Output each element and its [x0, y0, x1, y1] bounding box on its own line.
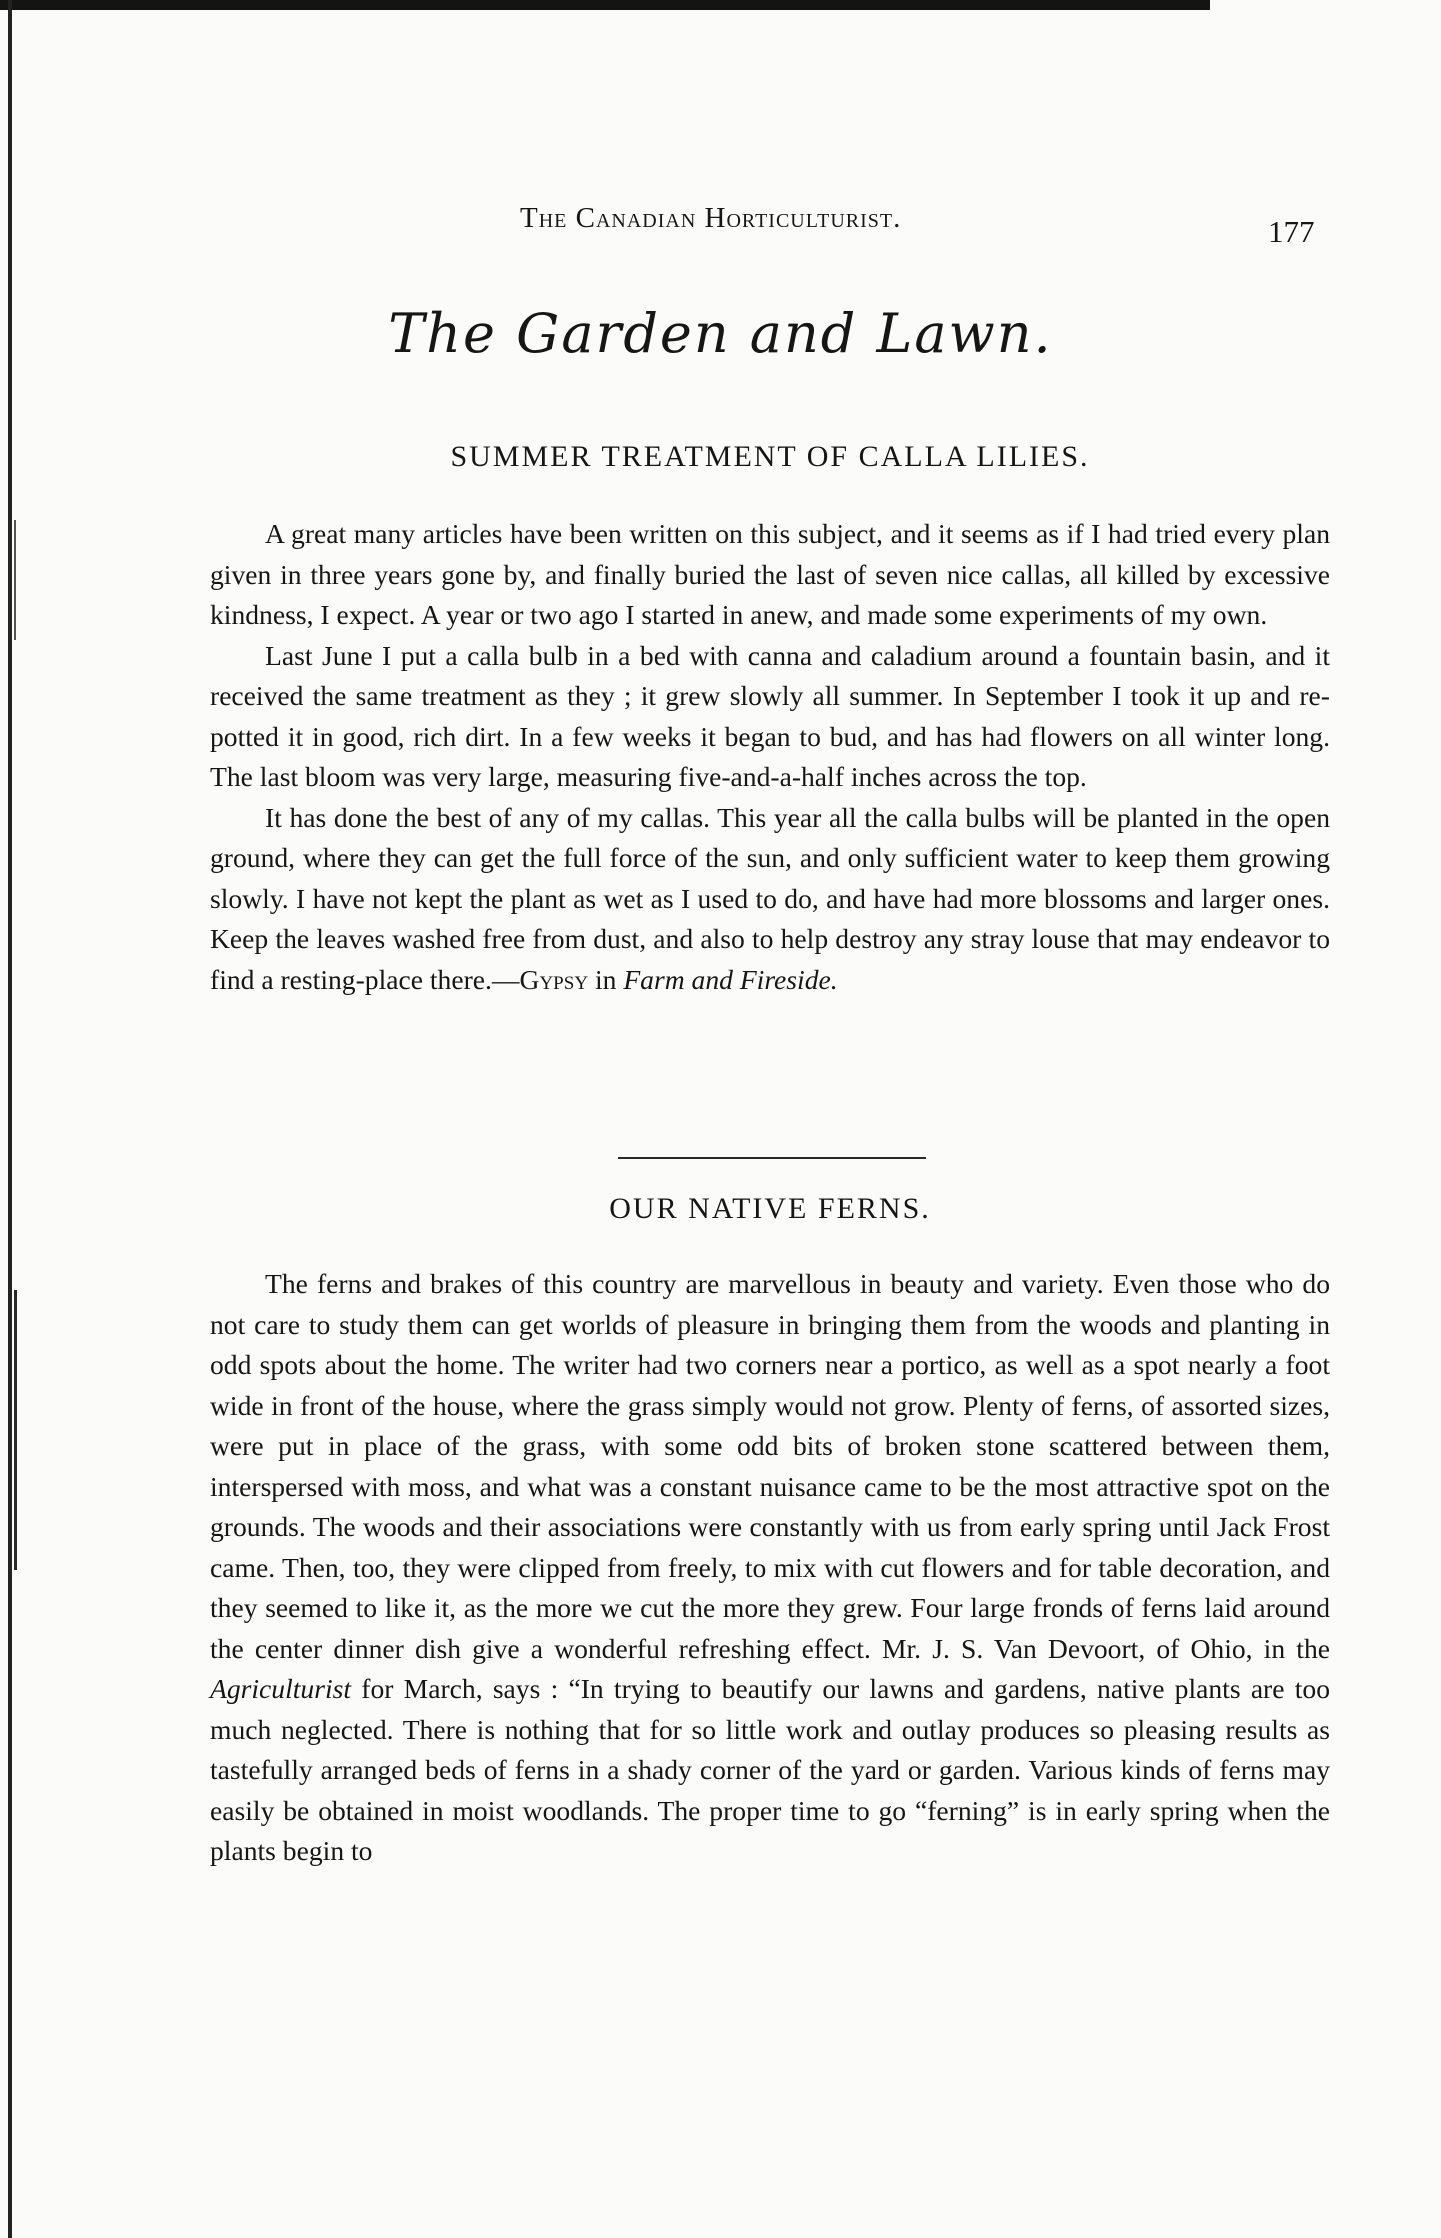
paragraph [210, 636, 1330, 798]
divider [618, 1157, 926, 1159]
article-title: SUMMER TREATMENT OF CALLA LILIES. [450, 440, 1090, 473]
source-prefix: in [588, 963, 624, 995]
paragraph-text: Last June I put a calla bulb in a bed with canna and caladium around a fountain basin, and it received the same treatment as they ; it grew slowly all summer. In September I took it up and re-potted it in good, rich dirt. In a few weeks it began to bud, and has had flowers on all winter long. The last bloom was very large, measuring five-and-a-half inches across the top. [210, 639, 1330, 792]
paragraph-text: It has done the best of any of my callas. This year all the calla bulbs will be planted in the open ground, where they can get the full force of the sun, and only sufficient water to keep them growing slowly. I have not kept the plant as wet as I used to do, and have had more blossoms and larger ones. Keep the leaves washed free from dust, and also to help destroy any stray louse that may endeavor to find a resting-place there.— [210, 801, 1330, 995]
paragraph: A great many articles have been written on this subject, and it seems as if I had tried every plan given in three years gone by, and finally buried the last of seven nice callas, all killed by excessive kindness, I expect. A year or two ago I started in anew, and made some experiments of my own. [210, 518, 1330, 630]
scan-mark [14, 520, 16, 640]
scan-mark [14, 1290, 17, 1570]
paragraph-text: for March, says : “In trying to beautify our lawns and gardens, native plants are too much neglected. There is nothing that for so little work and outlay produces so pleasing results as tastefully arranged beds of ferns in a shady corner of the yard or garden. Various kinds of ferns may easily be obtained in moist woodlands. The proper time to go “ferning” is in early spring when the plants begin to [210, 1673, 1330, 1866]
author: Gypsy [519, 963, 589, 995]
section-title: The Garden and Lawn. [388, 302, 1053, 365]
paragraph [210, 798, 1330, 1001]
article-title: OUR NATIVE FERNS. [609, 1192, 931, 1225]
paragraph [210, 1264, 1330, 1872]
publication-title: Agriculturist [210, 1673, 352, 1704]
article-body [210, 514, 1330, 1000]
article-body [210, 1264, 1330, 1872]
scan-edge-top [0, 0, 1210, 10]
running-head: The Canadian Horticulturist. [520, 202, 902, 234]
paragraph-text: The ferns and brakes of this country are marvellous in beauty and variety. Even those who do not care to study them can get worlds of pleasure in bringing them from the woods and planting in odd spots about the home. The writer had two corners near a portico, as well as a spot nearly a foot wide in front of the house, where the grass simply would not grow. Plenty of ferns, of assorted sizes, were put in place of the grass, with some odd bits of broken stone scattered between them, interspersed with moss, and what was a constant nuisance came to be the most attractive spot on the grounds. The woods and their associations were constantly with us from early spring until Jack Frost came. Then, too, they were clipped from freely, to mix with cut flowers and for table decoration, and they seemed to like it, as the more we cut the more they grew. Four large fronds of ferns laid around the center dinner dish give a wonderful refreshing effect. Mr. J. S. Van Devoort, of Ohio, in the [210, 1268, 1330, 1664]
page-number: 177 [1268, 214, 1315, 249]
source: Farm and Fireside. [623, 963, 838, 995]
